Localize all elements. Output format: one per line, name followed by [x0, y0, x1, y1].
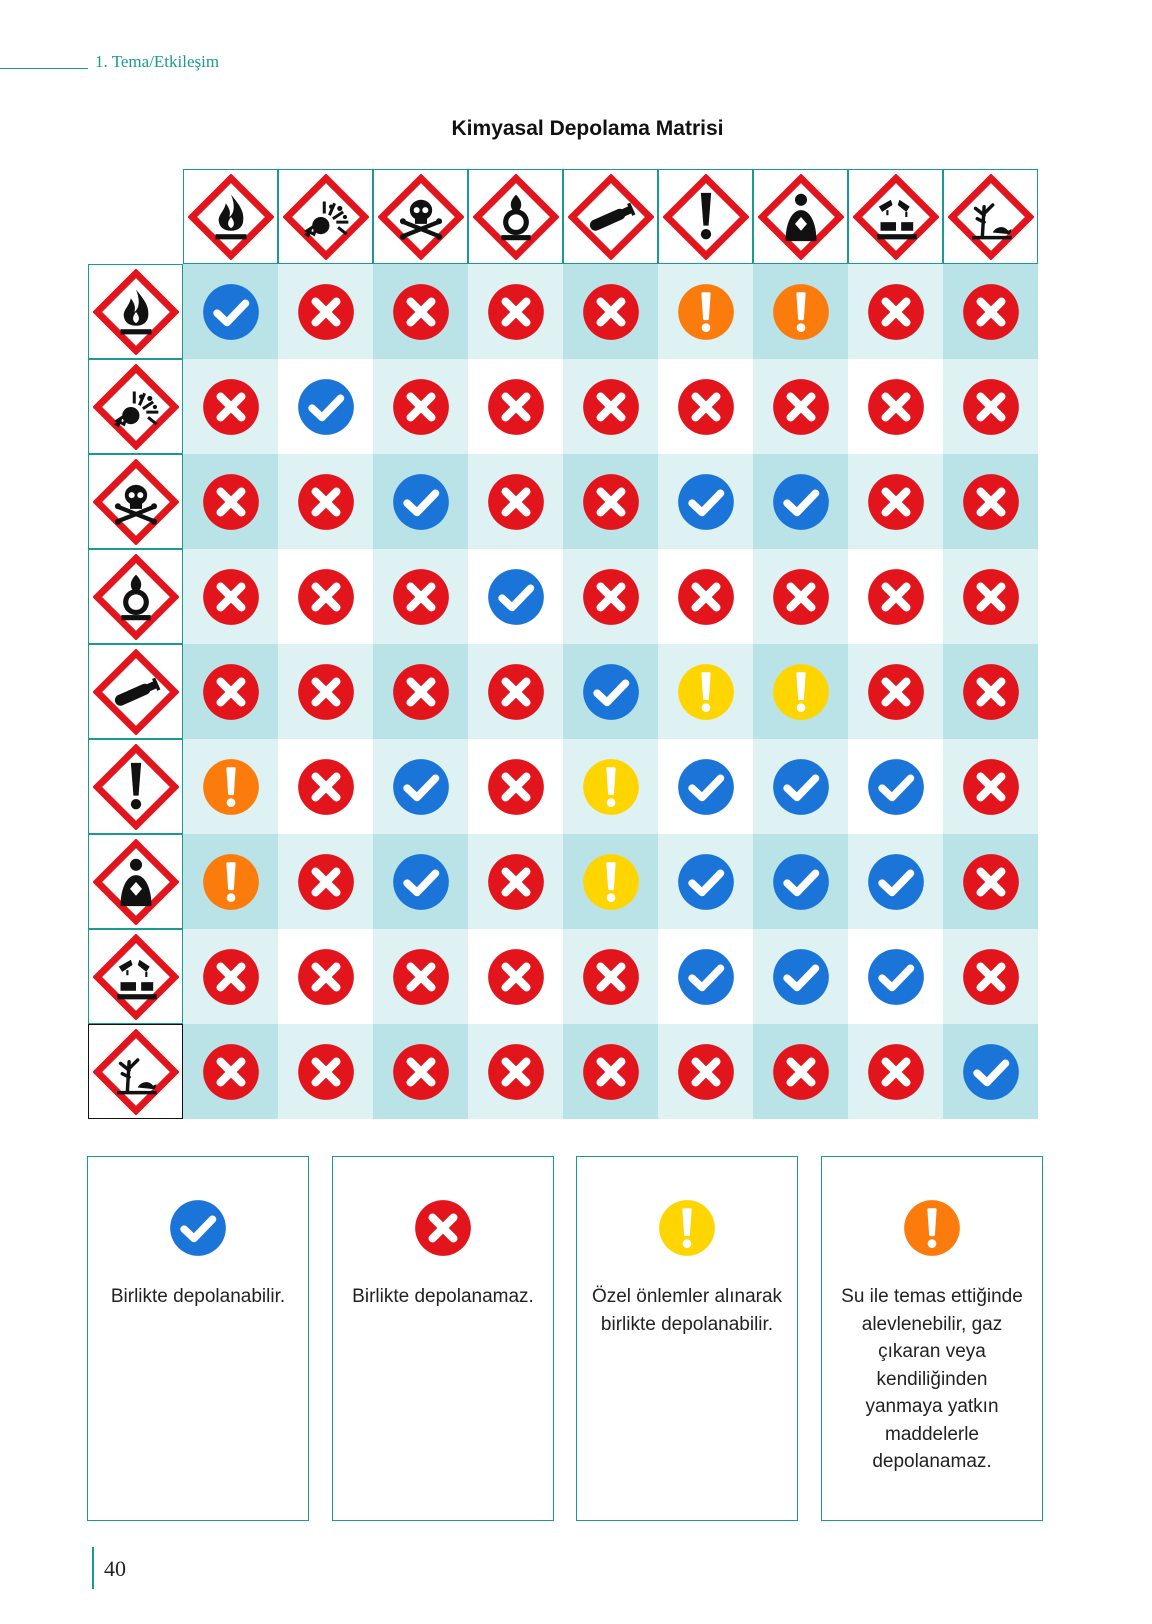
legend-card-special-precautions [576, 1156, 798, 1521]
cross-icon [297, 663, 355, 721]
health-hazard-icon [93, 839, 179, 925]
matrix-cell [183, 739, 278, 834]
matrix-cell [658, 929, 753, 1024]
matrix-cell [658, 264, 753, 359]
warning-yellow-icon [582, 758, 640, 816]
legend-symbol-0 [88, 1199, 308, 1257]
matrix-cell [373, 739, 468, 834]
flame-over-circle-icon [473, 174, 559, 260]
matrix-cell [278, 264, 373, 359]
matrix-cell [563, 454, 658, 549]
matrix-cell [373, 834, 468, 929]
matrix-cell [468, 834, 563, 929]
matrix-cell [943, 644, 1038, 739]
matrix-cell [658, 359, 753, 454]
warning-orange-icon [202, 853, 260, 911]
matrix-cell [278, 929, 373, 1024]
cross-icon [297, 473, 355, 531]
exclamation-mark-icon [663, 174, 749, 260]
warning-orange-icon [772, 283, 830, 341]
row-header-health-hazard [88, 834, 183, 929]
column-header-environment [943, 169, 1038, 264]
matrix-cell [183, 1024, 278, 1119]
check-icon [677, 473, 735, 531]
cross-icon [414, 1199, 472, 1257]
matrix-cell [278, 739, 373, 834]
matrix-cell [943, 549, 1038, 644]
matrix-cell [848, 834, 943, 929]
cross-icon [487, 378, 545, 436]
matrix-cell [468, 359, 563, 454]
skull-crossbones-icon [378, 174, 464, 260]
matrix-cell [183, 454, 278, 549]
matrix-cell [943, 454, 1038, 549]
exploding-bomb-icon [283, 174, 369, 260]
matrix-cell [753, 359, 848, 454]
flame-icon [188, 174, 274, 260]
matrix-cell [753, 644, 848, 739]
matrix-cell [658, 1024, 753, 1119]
check-icon [962, 1043, 1020, 1101]
matrix-cell [658, 739, 753, 834]
matrix-cell [753, 264, 848, 359]
cross-icon [392, 1043, 450, 1101]
column-header-explosive [278, 169, 373, 264]
cross-icon [582, 948, 640, 1006]
column-header-health-hazard [753, 169, 848, 264]
matrix-cell [468, 454, 563, 549]
cross-icon [582, 473, 640, 531]
matrix-cell [373, 359, 468, 454]
matrix-cell [563, 549, 658, 644]
warning-yellow-icon [658, 1199, 716, 1257]
matrix-cell [563, 1024, 658, 1119]
gas-cylinder-icon [568, 174, 654, 260]
cross-icon [297, 948, 355, 1006]
matrix-cell [183, 834, 278, 929]
page-number: 40 [104, 1556, 126, 1581]
matrix-cell [848, 549, 943, 644]
corrosion-icon [853, 174, 939, 260]
matrix-cell [848, 454, 943, 549]
check-icon [169, 1199, 227, 1257]
cross-icon [582, 1043, 640, 1101]
matrix-cell [848, 739, 943, 834]
flame-icon [93, 269, 179, 355]
matrix-cell [848, 264, 943, 359]
cross-icon [392, 948, 450, 1006]
matrix-cell [848, 359, 943, 454]
matrix-cell [278, 644, 373, 739]
cross-icon [392, 283, 450, 341]
cross-icon [772, 1043, 830, 1101]
matrix-cell [468, 549, 563, 644]
row-header-flammable [88, 264, 183, 359]
legend-symbol-3 [822, 1199, 1042, 1257]
matrix-cell [183, 929, 278, 1024]
cross-icon [867, 283, 925, 341]
matrix-cell [563, 929, 658, 1024]
cross-icon [962, 663, 1020, 721]
matrix-cell [278, 1024, 373, 1119]
cross-icon [867, 378, 925, 436]
cross-icon [202, 663, 260, 721]
cross-icon [962, 473, 1020, 531]
check-icon [677, 948, 735, 1006]
matrix-cell [468, 929, 563, 1024]
warning-orange-icon [677, 283, 735, 341]
check-icon [772, 853, 830, 911]
cross-icon [297, 1043, 355, 1101]
matrix-cell [848, 929, 943, 1024]
environment-icon [93, 1029, 179, 1115]
matrix-cell [943, 1024, 1038, 1119]
skull-crossbones-icon [93, 459, 179, 545]
check-icon [867, 758, 925, 816]
matrix-cell [943, 834, 1038, 929]
column-header-irritant [658, 169, 753, 264]
cross-icon [392, 378, 450, 436]
check-icon [677, 758, 735, 816]
check-icon [392, 853, 450, 911]
matrix-cell [943, 264, 1038, 359]
cross-icon [297, 758, 355, 816]
cross-icon [677, 1043, 735, 1101]
cross-icon [297, 853, 355, 911]
matrix-cell [563, 739, 658, 834]
cross-icon [962, 948, 1020, 1006]
column-header-corrosive [848, 169, 943, 264]
matrix-cell [183, 264, 278, 359]
matrix-cell [468, 1024, 563, 1119]
cross-icon [582, 568, 640, 626]
cross-icon [487, 663, 545, 721]
page-number-rule [92, 1547, 94, 1589]
matrix-cell [563, 264, 658, 359]
legend-text: Birlikte depolanabilir. [110, 1286, 286, 1307]
matrix-cell [373, 454, 468, 549]
cross-icon [297, 283, 355, 341]
matrix-cell [563, 834, 658, 929]
cross-icon [202, 378, 260, 436]
matrix-cell [753, 454, 848, 549]
warning-yellow-icon [582, 853, 640, 911]
matrix-cell [373, 264, 468, 359]
matrix-cell [658, 549, 753, 644]
row-header-explosive [88, 359, 183, 454]
cross-icon [867, 1043, 925, 1101]
matrix-cell [563, 644, 658, 739]
matrix-cell [373, 929, 468, 1024]
cross-icon [582, 283, 640, 341]
exploding-bomb-icon [93, 364, 179, 450]
column-header-compressed-gas [563, 169, 658, 264]
matrix-cell [468, 644, 563, 739]
legend-symbol-2 [577, 1199, 797, 1257]
matrix-cell [753, 549, 848, 644]
cross-icon [202, 473, 260, 531]
legend-card-incompatible [332, 1156, 554, 1521]
legend-text: Özel önlemler alınarak birlikte depolanabilir. [591, 1286, 783, 1335]
check-icon [772, 758, 830, 816]
legend-card-water-reactive [821, 1156, 1043, 1521]
check-icon [867, 853, 925, 911]
matrix-cell [278, 359, 373, 454]
cross-icon [962, 568, 1020, 626]
matrix-cell [278, 834, 373, 929]
warning-yellow-icon [772, 663, 830, 721]
warning-orange-icon [202, 758, 260, 816]
matrix-cell [943, 739, 1038, 834]
matrix-cell [753, 929, 848, 1024]
cross-icon [487, 283, 545, 341]
matrix-cell [373, 1024, 468, 1119]
matrix-cell [753, 739, 848, 834]
cross-icon [202, 1043, 260, 1101]
cross-icon [487, 758, 545, 816]
row-header-environment [88, 1024, 183, 1119]
cross-icon [582, 378, 640, 436]
matrix-cell [848, 1024, 943, 1119]
check-icon [772, 948, 830, 1006]
matrix-cell [658, 834, 753, 929]
legend-text: Birlikte depolanamaz. [352, 1286, 534, 1307]
cross-icon [487, 948, 545, 1006]
check-icon [392, 758, 450, 816]
cross-icon [962, 853, 1020, 911]
cross-icon [392, 663, 450, 721]
matrix-cell [753, 834, 848, 929]
section-header: 1. Tema/Etkileşim [95, 52, 220, 71]
column-header-acute-toxic [373, 169, 468, 264]
legend-symbol-1 [333, 1199, 553, 1257]
warning-yellow-icon [677, 663, 735, 721]
matrix-cell [658, 644, 753, 739]
cross-icon [487, 473, 545, 531]
corrosion-icon [93, 934, 179, 1020]
cross-icon [962, 283, 1020, 341]
matrix-cell [278, 454, 373, 549]
page-title: Kimyasal Depolama Matrisi [451, 117, 724, 140]
check-icon [677, 853, 735, 911]
matrix-cell [278, 549, 373, 644]
cross-icon [867, 473, 925, 531]
cross-icon [202, 568, 260, 626]
cross-icon [867, 663, 925, 721]
column-header-oxidizing [468, 169, 563, 264]
health-hazard-icon [758, 174, 844, 260]
cross-icon [962, 758, 1020, 816]
matrix-cell [658, 454, 753, 549]
matrix-cell [468, 264, 563, 359]
cross-icon [487, 1043, 545, 1101]
cross-icon [487, 853, 545, 911]
matrix-cell [848, 644, 943, 739]
matrix-cell [183, 359, 278, 454]
row-header-oxidizing [88, 549, 183, 644]
cross-icon [677, 378, 735, 436]
row-header-corrosive [88, 929, 183, 1024]
check-icon [772, 473, 830, 531]
warning-orange-icon [903, 1199, 961, 1257]
cross-icon [677, 568, 735, 626]
check-icon [392, 473, 450, 531]
row-header-compressed-gas [88, 644, 183, 739]
environment-icon [948, 174, 1034, 260]
cross-icon [202, 948, 260, 1006]
check-icon [202, 283, 260, 341]
matrix-cell [468, 739, 563, 834]
matrix-cell [373, 644, 468, 739]
matrix-cell [753, 1024, 848, 1119]
matrix-cell [943, 359, 1038, 454]
matrix-cell [183, 644, 278, 739]
check-icon [297, 378, 355, 436]
check-icon [487, 568, 545, 626]
matrix-cell [943, 929, 1038, 1024]
matrix-cell [563, 359, 658, 454]
matrix-cell [183, 549, 278, 644]
row-header-acute-toxic [88, 454, 183, 549]
cross-icon [962, 378, 1020, 436]
cross-icon [297, 568, 355, 626]
cross-icon [772, 568, 830, 626]
matrix-cell [373, 549, 468, 644]
cross-icon [392, 568, 450, 626]
exclamation-mark-icon [93, 744, 179, 830]
legend-text: Su ile temas ettiğinde alevlenebilir, gaz çıkaran veya kendiliğinden yanmaya yatkın maddelerle depolanamaz. [841, 1286, 1023, 1472]
column-header-flammable [183, 169, 278, 264]
cross-icon [772, 378, 830, 436]
cross-icon [867, 568, 925, 626]
gas-cylinder-icon [93, 649, 179, 735]
legend-card-compatible [87, 1156, 309, 1521]
check-icon [582, 663, 640, 721]
flame-over-circle-icon [93, 554, 179, 640]
row-header-irritant [88, 739, 183, 834]
check-icon [867, 948, 925, 1006]
